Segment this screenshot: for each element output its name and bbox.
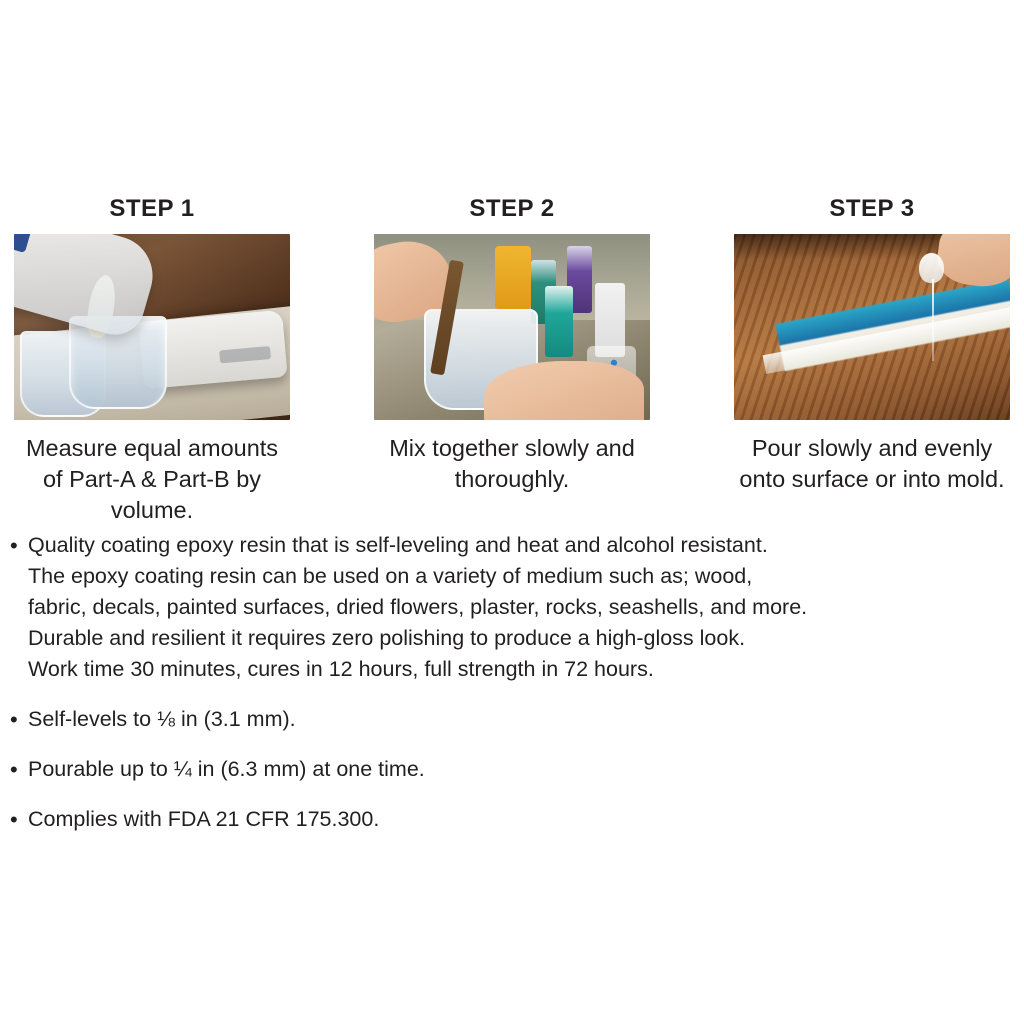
step-2-image — [374, 234, 650, 420]
step-1-title: STEP 1 — [109, 195, 195, 222]
bullet-line: Quality coating epoxy resin that is self-leveling and heat and alcohol resistant. — [28, 533, 768, 557]
bullet-text-2 — [28, 704, 296, 735]
pigment-bottle-teal-shape — [545, 286, 573, 357]
list-item — [10, 804, 1014, 835]
step-3-caption: Pour slowly and evenly onto surface or into mold. — [739, 435, 1005, 493]
feature-bullet-list — [10, 530, 1014, 854]
bullet-line: fabric, decals, painted surfaces, dried flowers, plaster, rocks, seashells, and more. — [28, 595, 808, 619]
bullet-text-1 — [28, 530, 807, 685]
bullet-line: The epoxy coating resin can be used on a variety of medium such as; wood, — [28, 564, 753, 588]
bullet-marker-icon: • — [10, 807, 18, 832]
step-card-2 — [374, 196, 650, 495]
list-item — [10, 704, 1014, 735]
hand-holding-cup-shape — [484, 361, 644, 421]
bullet-line: Pourable up to ¼ in (6.3 mm) at one time. — [28, 757, 425, 781]
step-2-caption: Mix together slowly and thoroughly. — [389, 435, 635, 493]
list-item — [10, 754, 1014, 785]
bullet-marker-icon: • — [10, 757, 18, 782]
steps-row — [14, 196, 1010, 526]
bullet-line: Complies with FDA 21 CFR 175.300. — [28, 807, 380, 831]
bullet-line: Self-levels to ⅛ in (3.1 mm). — [28, 707, 296, 731]
bullet-line: Durable and resilient it requires zero polishing to produce a high-gloss look. — [28, 626, 746, 650]
bullet-text-4 — [28, 804, 379, 835]
step-card-1 — [14, 196, 290, 526]
bullet-text-3 — [28, 754, 425, 785]
bullet-marker-icon: • — [10, 707, 18, 732]
pigment-bottle-yellow-shape — [495, 246, 531, 309]
bullet-line: Work time 30 minutes, cures in 12 hours, full strength in 72 hours. — [28, 657, 654, 681]
step-2-title: STEP 2 — [469, 195, 555, 222]
step-1-image — [14, 234, 290, 420]
step-3-image — [734, 234, 1010, 420]
step-1-caption: Measure equal amounts of Part-A & Part-B by volume. — [25, 435, 279, 524]
list-item — [10, 530, 1014, 685]
resin-thread-shape — [932, 279, 934, 361]
bullet-marker-icon: • — [10, 533, 18, 558]
step-card-3 — [734, 196, 1010, 495]
step-3-title: STEP 3 — [829, 195, 915, 222]
